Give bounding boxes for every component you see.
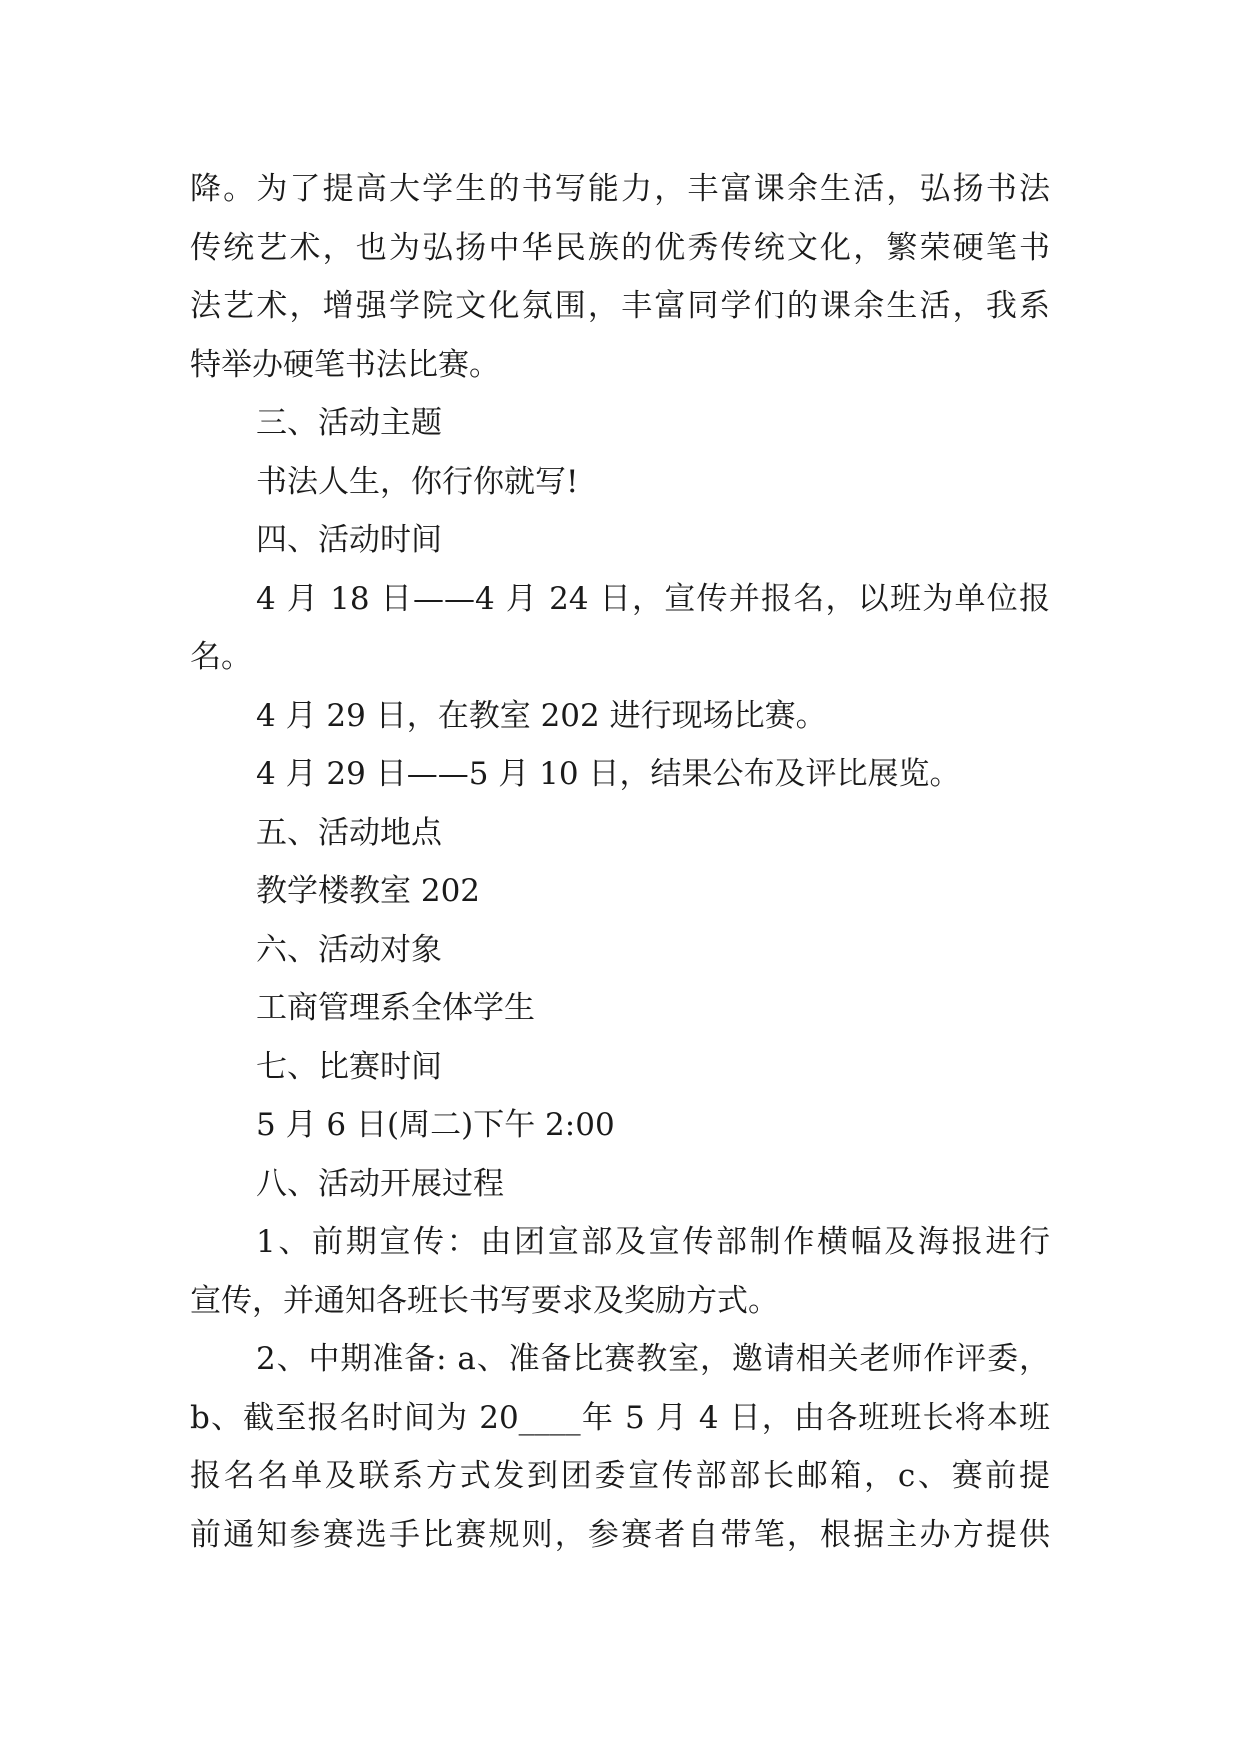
paragraph-line: 前通知参赛选手比赛规则，参赛者自带笔，根据主办方提供 [190, 1516, 1050, 1553]
paragraph-line: 传统艺术，也为弘扬中华民族的优秀传统文化，繁荣硬笔书 [190, 229, 1050, 266]
section-heading: 三、活动主题 [256, 405, 442, 441]
paragraph-line: 2、中期准备: a、准备比赛教室，邀请相关老师作评委， [256, 1341, 1050, 1377]
paragraph-line: 报名名单及联系方式发到团委宣传部部长邮箱，c、赛前提 [190, 1458, 1050, 1494]
paragraph-line: 1、前期宣传：由团宣部及宣传部制作横幅及海报进行 [256, 1224, 1050, 1260]
section-heading: 四、活动时间 [256, 522, 442, 558]
section-heading: 六、活动对象 [256, 931, 442, 968]
paragraph-line: 工商管理系全体学生 [256, 990, 535, 1026]
paragraph-line: b、截至报名时间为 20____年 5 月 4 日，由各班班长将本班 [190, 1399, 1050, 1436]
section-heading: 七、比赛时间 [256, 1048, 442, 1085]
paragraph-line: 教学楼教室 202 [256, 873, 481, 909]
paragraph-line: 名。 [190, 639, 252, 675]
section-heading: 五、活动地点 [256, 814, 442, 851]
paragraph-line: 书法人生，你行你就写! [256, 463, 579, 500]
paragraph-line: 4 月 29 日，在教室 202 进行现场比赛。 [256, 697, 827, 734]
document-body [190, 160, 1050, 1564]
paragraph-line: 法艺术，增强学院文化氛围，丰富同学们的课余生活，我系 [190, 288, 1050, 324]
paragraph-line: 5 月 6 日(周二)下午 2:00 [256, 1107, 615, 1143]
paragraph-line: 降。为了提高大学生的书写能力，丰富课余生活，弘扬书法 [190, 171, 1050, 207]
paragraph-line: 4 月 18 日——4 月 24 日，宣传并报名，以班为单位报 [256, 580, 1050, 617]
paragraph-line: 4 月 29 日——5 月 10 日，结果公布及评比展览。 [256, 756, 961, 792]
section-heading: 八、活动开展过程 [256, 1165, 504, 1202]
paragraph-line: 宣传，并通知各班长书写要求及奖励方式。 [190, 1282, 779, 1319]
paragraph-line: 特举办硬笔书法比赛。 [190, 346, 500, 383]
